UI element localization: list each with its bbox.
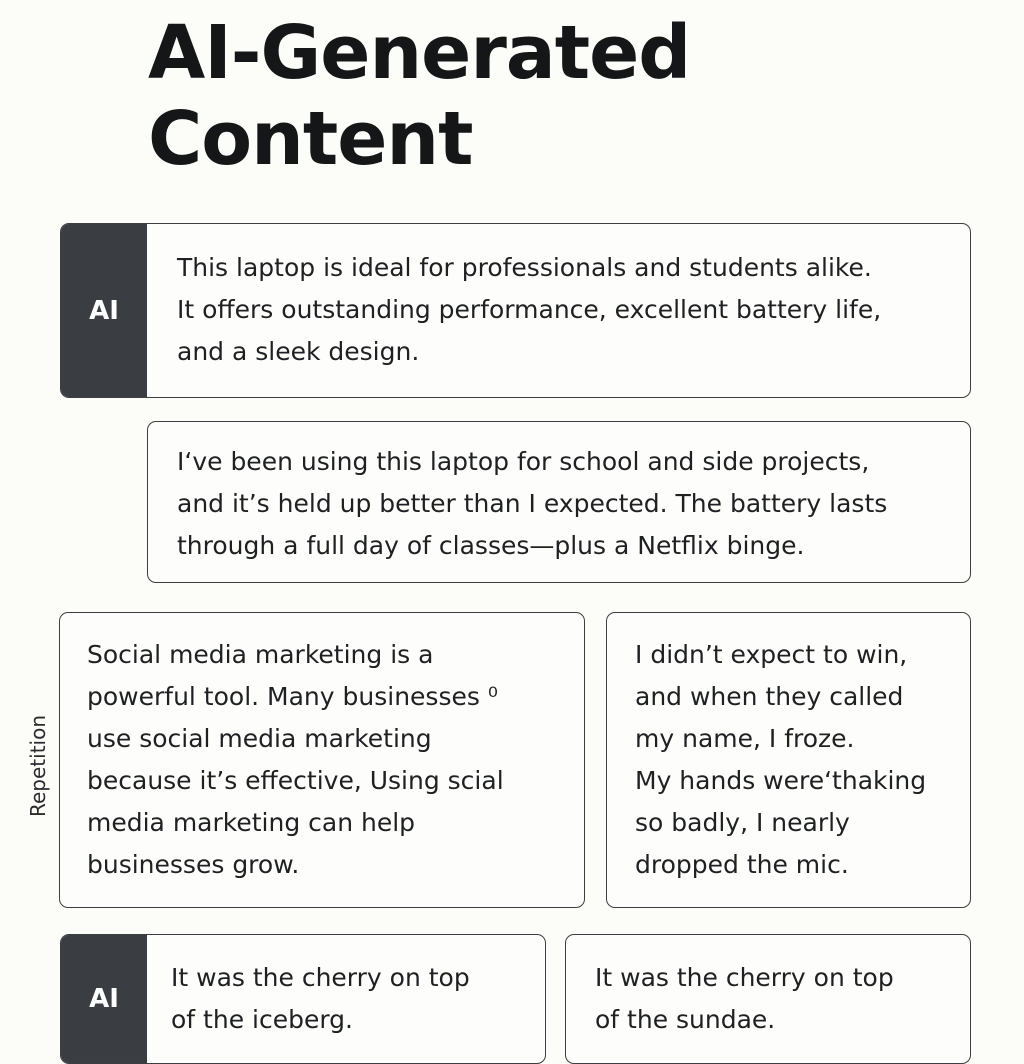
- human-example-card-cherry: [565, 934, 971, 1064]
- ai-laptop-text: This laptop is ideal for professionals and students alike. It offers outstanding performance, excellent battery life, and a sleek design.: [177, 253, 882, 366]
- ai-cherry-text: It was the cherry on top of the iceberg.: [171, 963, 470, 1034]
- ai-example-card-social-media: [59, 612, 585, 908]
- ai-tag: AI: [61, 224, 147, 397]
- page-title: AI-Generated Content: [148, 10, 691, 182]
- human-example-card-laptop: [147, 421, 971, 583]
- human-example-card-win: [606, 612, 971, 908]
- ai-example-card-laptop: [60, 223, 971, 398]
- human-win-text: I didn’t expect to win, and when they called my name, I froze. My hands were‘thaking so badly, I nearly dropped the mic.: [635, 640, 927, 879]
- repetition-label: Repetition: [26, 714, 50, 818]
- human-laptop-text: I‘ve been using this laptop for school and side projects, and it’s held up better than I expected. The battery lasts through a full day of classes—plus a Netflix binge.: [177, 447, 888, 560]
- ai-social-media-text: Social media marketing is a powerful tool. Many businesses ⁰ use social media marketing because it’s effective, Using scial media marketing can help businesses grow.: [87, 640, 504, 879]
- ai-example-card-cherry: [60, 934, 546, 1064]
- ai-tag: AI: [61, 935, 147, 1063]
- human-cherry-text: It was the cherry on top of the sundae.: [595, 963, 894, 1034]
